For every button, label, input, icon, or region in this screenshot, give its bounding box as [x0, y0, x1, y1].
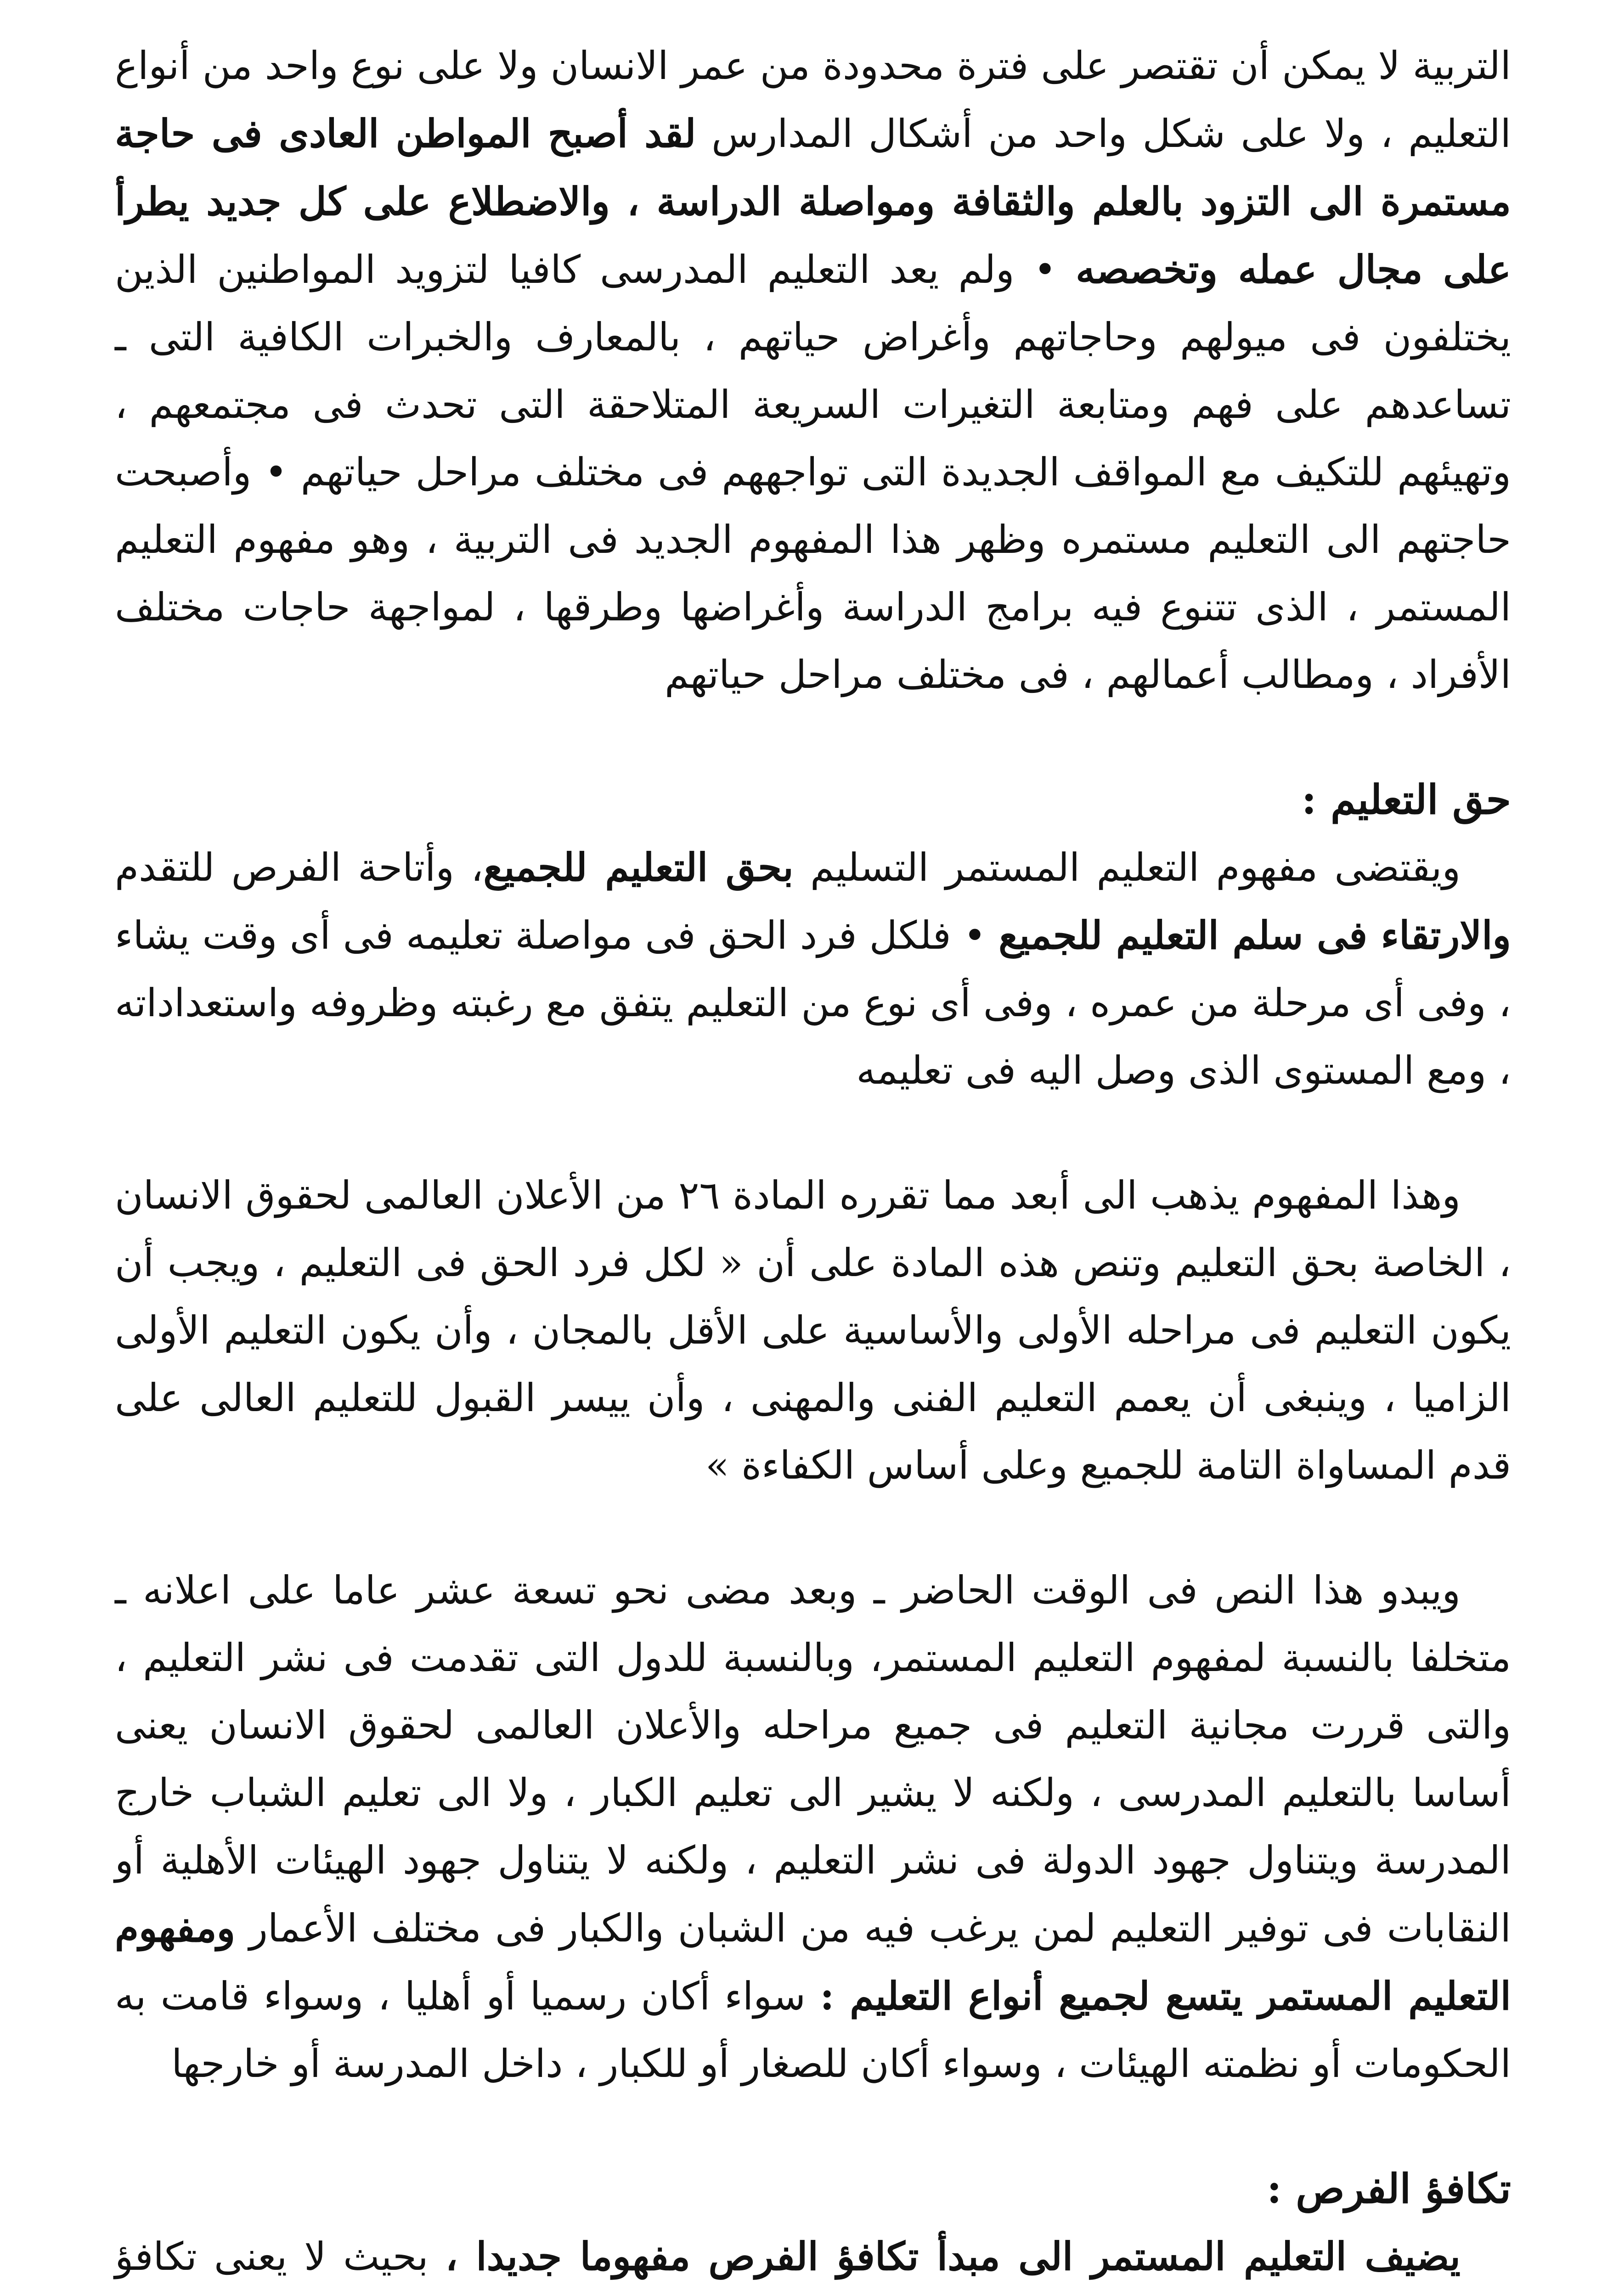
paragraph-text: سواء أكان رسميا أو أهليا ، وسواء قامت به الحكومات أو نظمته الهيئات ، وسواء أكان للصغار أو للكبار ، داخل المدرسة أو خارجها [115, 1974, 1511, 2086]
section-heading-right-to-education: حق التعليم : [1301, 776, 1511, 823]
paragraph-text: التربية لا يمكن أن تقتصر على فترة محدودة من عمر الانسان ولا على نوع واحد من أنواع التعليم ، ولا على شكل واحد من أشكال المدارس [115, 43, 1511, 156]
paragraph-education-continuity [115, 32, 1511, 709]
paragraph-current-text [115, 1557, 1511, 2098]
bold-text: يضيف التعليم المستمر الى مبدأ تكافؤ الفرص مفهوما جديدا ، [445, 2234, 1461, 2279]
paragraph-equal-opportunity [115, 2223, 1511, 2296]
paragraph-text: • فلكل فرد الحق فى مواصلة تعليمه فى أى وقت يشاء ، وفى أى مرحلة من عمره ، وفى أى نوع من التعليم يتفق مع رغبته وظروفه واستعداداته ، ومع المستوى الذى وصل اليه فى تعليمه [115, 913, 1511, 1093]
section-heading-equal-opportunity: تكافؤ الفرص : [1267, 2165, 1511, 2212]
bold-text: بحق التعليم للجميع [483, 844, 794, 890]
paragraph-text: بحيث لا يعنى تكافؤ [115, 2234, 429, 2279]
bold-text: والارتقاء فى سلم التعليم للجميع [998, 912, 1511, 958]
paragraph-text: وهذا المفهوم يذهب الى أبعد مما تقرره المادة ٢٦ من الأعلان العالمى لحقوق الانسان ، الخاصة بحق التعليم وتنص هذه المادة على أن « لكل فرد الحق فى التعليم ، ويجب أن يكون التعليم فى مراحله الأولى والأساسية على الأقل بالمجان ، وأن يكون التعليم الأولى الزاميا ، وينبغى أن يعمم التعليم الفنى والمهنى ، وأن ييسر القبول للتعليم العالى على قدم المساواة التامة للجميع وعلى أساس الكفاءة » [115, 1173, 1511, 1488]
paragraph-right-to-education [115, 833, 1511, 1104]
paragraph-text: • ولم يعد التعليم المدرسى كافيا لتزويد المواطنين الذين يختلفون فى ميولهم وحاجاتهم وأغراض حياتهم ، بالمعارف والخبرات الكافية التى ـ تساعدهم على فهم ومتابعة التغيرات السريعة المتلاحقة التى تحدث فى مجتمعهم ، وتهيئهم للتكيف مع المواقف الجديدة التى تواجههم فى مختلف مراحل حياتهم • وأصبحت حاجتهم الى التعليم مستمره وظهر هذا المفهوم الجديد فى التربية ، وهو مفهوم التعليم المستمر ، الذى تتنوع فيه برامج الدراسة وأغراضها وطرقها ، لمواجهة حاجات مختلف الأفراد ، ومطالب أعمالهم ، فى مختلف مراحل حياتهم [115, 247, 1511, 697]
bold-text: ومفهوم التعليم المستمر يتسع لجميع أنواع التعليم : [115, 1905, 1512, 2019]
document-page [115, 32, 1511, 2296]
paragraph-article-26 [115, 1162, 1511, 1499]
paragraph-text: ويبدو هذا النص فى الوقت الحاضر ـ وبعد مضى نحو تسعة عشر عاما على اعلانه ـ متخلفا بالنسبة لمفهوم التعليم المستمر، وبالنسبة للدول التى تقدمت فى نشر التعليم ، والتى قررت مجانية التعليم فى جميع مراحله والأعلان العالمى لحقوق الانسان يعنى أساسا بالتعليم المدرسى ، ولكنه لا يشير الى تعليم الكبار ، ولا الى تعليم الشباب خارج المدرسة ويتناول جهود الدولة فى نشر التعليم ، ولكنه لا يتناول جهود الهيئات الأهلية أو النقابات فى توفير التعليم لمن يرغب فيه من الشبان والكبار فى مختلف الأعمار [115, 1568, 1511, 1951]
paragraph-text: ، وأتاحة الفرص للتقدم [115, 845, 484, 890]
bold-text: لقد أصبح المواطن العادى فى حاجة مستمرة الى التزود بالعلم والثقافة ومواصلة الدراسة ، والاضطلاع على كل جديد يطرأ على مجال عمله وتخصصه [115, 111, 1511, 292]
paragraph-text: ويقتضى مفهوم التعليم المستمر التسليم [793, 845, 1461, 890]
